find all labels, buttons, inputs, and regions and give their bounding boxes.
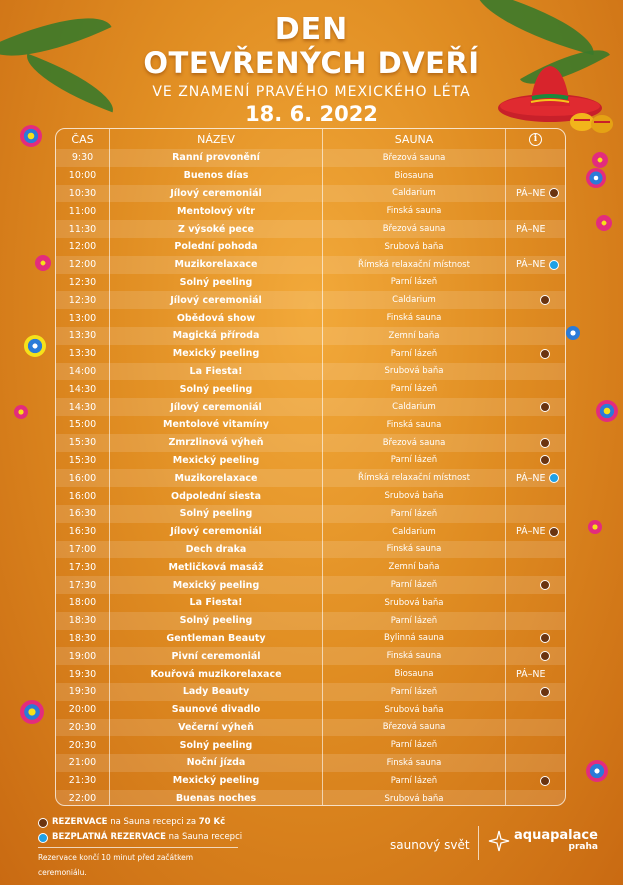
row-time: 21:00 (56, 754, 110, 772)
row-sauna: Březová sauna (323, 149, 506, 167)
row-info (506, 185, 565, 203)
row-time: 22:00 (56, 790, 110, 806)
table-row (56, 683, 565, 701)
table-header (56, 129, 565, 149)
row-sauna: Srubová baňa (323, 363, 506, 381)
row-days-note: PÁ–NE (516, 668, 546, 680)
row-time: 17:30 (56, 576, 110, 594)
row-sauna: Biosauna (323, 665, 506, 683)
row-info (506, 398, 565, 416)
row-info (506, 487, 565, 505)
table-row (56, 647, 565, 665)
table-row (56, 558, 565, 576)
row-time: 19:30 (56, 683, 110, 701)
table-row (56, 291, 565, 309)
row-time: 16:00 (56, 487, 110, 505)
row-name: Solný peeling (110, 274, 323, 292)
row-name: Muzikorelaxace (110, 469, 323, 487)
table-row (56, 434, 565, 452)
table-row (56, 612, 565, 630)
legend-item-free (38, 830, 242, 845)
brand-city: praha (568, 842, 598, 852)
flower-decoration (20, 700, 44, 724)
row-sauna: Březová sauna (323, 719, 506, 737)
row-info (506, 594, 565, 612)
row-name: Obědová show (110, 309, 323, 327)
table-row (56, 790, 565, 806)
row-info (506, 541, 565, 559)
row-name: Jílový ceremoniál (110, 398, 323, 416)
row-info (506, 238, 565, 256)
row-name: Zmrzlinová výheň (110, 434, 323, 452)
row-info (506, 363, 565, 381)
row-name: Polední pohoda (110, 238, 323, 256)
row-name: Mexický peeling (110, 576, 323, 594)
row-sauna: Zemní baňa (323, 558, 506, 576)
row-info (506, 736, 565, 754)
row-info (506, 452, 565, 470)
paid-reservation-icon (540, 455, 550, 465)
free-reservation-icon (38, 833, 48, 843)
row-time: 18:00 (56, 594, 110, 612)
row-sauna: Římská relaxační místnost (323, 469, 506, 487)
row-name: Mentolový vítr (110, 202, 323, 220)
row-sauna: Březová sauna (323, 220, 506, 238)
paid-reservation-icon (540, 776, 550, 786)
free-reservation-icon (549, 260, 559, 270)
row-time: 16:00 (56, 469, 110, 487)
row-info (506, 220, 565, 238)
paid-reservation-icon (38, 818, 48, 828)
row-info (506, 434, 565, 452)
paid-reservation-icon (540, 651, 550, 661)
table-row (56, 630, 565, 648)
row-days-note: PÁ–NE (516, 187, 546, 199)
row-sauna: Parní lázeň (323, 683, 506, 701)
row-name: Saunové divadlo (110, 701, 323, 719)
row-name: La Fiesta! (110, 594, 323, 612)
row-info (506, 665, 565, 683)
free-reservation-icon (549, 473, 559, 483)
row-sauna: Caldarium (323, 185, 506, 203)
row-time: 14:30 (56, 380, 110, 398)
legend-free-text: BEZPLATNÁ REZERVACE na Sauna recepci (52, 832, 243, 842)
row-info (506, 202, 565, 220)
table-row (56, 363, 565, 381)
column-header-info (506, 129, 565, 149)
star-logo-icon (488, 830, 510, 852)
row-name: Magická příroda (110, 327, 323, 345)
flower-decoration (588, 520, 602, 534)
row-time: 10:30 (56, 185, 110, 203)
row-time: 17:00 (56, 541, 110, 559)
column-header-time: ČAS (56, 129, 110, 149)
table-row (56, 256, 565, 274)
row-info (506, 256, 565, 274)
row-time: 14:30 (56, 398, 110, 416)
row-sauna: Bylinná sauna (323, 630, 506, 648)
row-info (506, 309, 565, 327)
table-row (56, 202, 565, 220)
table-row (56, 719, 565, 737)
flower-decoration (14, 405, 28, 419)
row-sauna: Finská sauna (323, 541, 506, 559)
row-time: 13:30 (56, 327, 110, 345)
table-row (56, 736, 565, 754)
column-header-sauna: SAUNA (323, 129, 506, 149)
table-row (56, 149, 565, 167)
row-info (506, 523, 565, 541)
row-sauna: Parní lázeň (323, 345, 506, 363)
row-sauna: Srubová baňa (323, 701, 506, 719)
row-name: La Fiesta! (110, 363, 323, 381)
row-sauna: Parní lázeň (323, 452, 506, 470)
row-sauna: Parní lázeň (323, 612, 506, 630)
paid-reservation-icon (540, 687, 550, 697)
paid-reservation-icon (540, 295, 550, 305)
row-sauna: Srubová baňa (323, 594, 506, 612)
flower-decoration (586, 760, 608, 782)
row-info (506, 274, 565, 292)
row-name: Metličková masáž (110, 558, 323, 576)
row-info (506, 327, 565, 345)
table-row (56, 309, 565, 327)
table-row (56, 167, 565, 185)
aquapalace-logo (488, 830, 598, 852)
row-sauna: Finská sauna (323, 754, 506, 772)
row-info (506, 683, 565, 701)
row-info (506, 416, 565, 434)
row-sauna: Parní lázeň (323, 772, 506, 790)
row-time: 11:00 (56, 202, 110, 220)
table-row (56, 380, 565, 398)
paid-reservation-icon (540, 402, 550, 412)
row-sauna: Srubová baňa (323, 790, 506, 806)
row-time: 16:30 (56, 505, 110, 523)
row-time: 15:30 (56, 434, 110, 452)
page-subtitle: VE ZNAMENÍ PRAVÉHO MEXICKÉHO LÉTA (152, 84, 471, 100)
row-sauna: Biosauna (323, 167, 506, 185)
table-row (56, 327, 565, 345)
row-time: 13:30 (56, 345, 110, 363)
row-name: Gentleman Beauty (110, 630, 323, 648)
flower-decoration (20, 125, 42, 147)
row-name: Jílový ceremoniál (110, 185, 323, 203)
row-info (506, 754, 565, 772)
row-info (506, 576, 565, 594)
row-info (506, 647, 565, 665)
info-icon: i (529, 133, 542, 146)
row-time: 9:30 (56, 149, 110, 167)
flower-decoration (566, 326, 580, 340)
table-row (56, 345, 565, 363)
row-time: 17:30 (56, 558, 110, 576)
row-sauna: Caldarium (323, 523, 506, 541)
table-row (56, 185, 565, 203)
row-sauna: Finská sauna (323, 416, 506, 434)
row-info (506, 380, 565, 398)
row-name: Muzikorelaxace (110, 256, 323, 274)
row-info (506, 149, 565, 167)
table-row (56, 772, 565, 790)
row-info (506, 630, 565, 648)
table-row (56, 452, 565, 470)
row-info (506, 345, 565, 363)
row-time: 12:30 (56, 274, 110, 292)
row-time: 15:00 (56, 416, 110, 434)
row-time: 12:00 (56, 238, 110, 256)
row-time: 11:30 (56, 220, 110, 238)
brand-divider (478, 826, 479, 860)
row-time: 20:30 (56, 719, 110, 737)
table-body (56, 149, 565, 806)
row-sauna: Parní lázeň (323, 274, 506, 292)
page-title-line2: OTEVŘENÝCH DVEŘÍ (143, 46, 480, 80)
flower-decoration (592, 152, 608, 168)
row-time: 18:30 (56, 612, 110, 630)
row-days-note: PÁ–NE (516, 259, 546, 271)
row-sauna: Římská relaxační místnost (323, 256, 506, 274)
row-days-note: PÁ–NE (516, 223, 546, 235)
row-time: 19:30 (56, 665, 110, 683)
row-name: Buenos días (110, 167, 323, 185)
table-row (56, 754, 565, 772)
flower-decoration (596, 400, 618, 422)
table-row (56, 220, 565, 238)
row-name: Dech draka (110, 541, 323, 559)
row-info (506, 772, 565, 790)
table-row (56, 541, 565, 559)
row-time: 20:30 (56, 736, 110, 754)
row-info (506, 167, 565, 185)
row-sauna: Finská sauna (323, 647, 506, 665)
row-time: 15:30 (56, 452, 110, 470)
flower-decoration (596, 215, 612, 231)
legend (38, 815, 242, 880)
row-time: 14:00 (56, 363, 110, 381)
table-row (56, 238, 565, 256)
row-time: 13:00 (56, 309, 110, 327)
row-name: Večerní výheň (110, 719, 323, 737)
row-info (506, 719, 565, 737)
row-name: Z výsoké pece (110, 220, 323, 238)
row-sauna: Parní lázeň (323, 576, 506, 594)
paid-reservation-icon (540, 633, 550, 643)
table-row (56, 523, 565, 541)
table-row (56, 594, 565, 612)
row-name: Jílový ceremoniál (110, 523, 323, 541)
row-name: Noční jízda (110, 754, 323, 772)
row-name: Kouřová muzikorelaxace (110, 665, 323, 683)
table-row (56, 576, 565, 594)
table-row (56, 274, 565, 292)
row-sauna: Zemní baňa (323, 327, 506, 345)
row-name: Mexický peeling (110, 452, 323, 470)
row-sauna: Finská sauna (323, 309, 506, 327)
legend-note: Rezervace končí 10 minut před začátkem ceremoniálu. (38, 847, 238, 880)
table-row (56, 416, 565, 434)
row-name: Mentolové vitamíny (110, 416, 323, 434)
row-name: Odpolední siesta (110, 487, 323, 505)
row-info (506, 505, 565, 523)
row-sauna: Srubová baňa (323, 238, 506, 256)
row-info (506, 701, 565, 719)
row-time: 12:30 (56, 291, 110, 309)
row-sauna: Srubová baňa (323, 487, 506, 505)
row-name: Solný peeling (110, 505, 323, 523)
paid-reservation-icon (540, 438, 550, 448)
row-info (506, 558, 565, 576)
flower-decoration (35, 255, 51, 271)
row-name: Solný peeling (110, 612, 323, 630)
table-row (56, 701, 565, 719)
row-sauna: Caldarium (323, 398, 506, 416)
table-row (56, 469, 565, 487)
column-header-name: NÁZEV (110, 129, 323, 149)
flower-decoration (586, 168, 606, 188)
row-sauna: Parní lázeň (323, 505, 506, 523)
row-time: 18:30 (56, 630, 110, 648)
row-sauna: Parní lázeň (323, 380, 506, 398)
brand-sauna-world: saunový svět (390, 838, 470, 852)
row-days-note: PÁ–NE (516, 472, 546, 484)
row-name: Solný peeling (110, 736, 323, 754)
row-sauna: Březová sauna (323, 434, 506, 452)
row-info (506, 612, 565, 630)
table-row (56, 487, 565, 505)
table-row (56, 505, 565, 523)
row-info (506, 291, 565, 309)
row-time: 10:00 (56, 167, 110, 185)
row-sauna: Parní lázeň (323, 736, 506, 754)
row-name: Buenas noches (110, 790, 323, 806)
row-name: Mexický peeling (110, 772, 323, 790)
table-row (56, 398, 565, 416)
page-title-line1: DEN (274, 12, 349, 47)
row-sauna: Caldarium (323, 291, 506, 309)
paid-reservation-icon (549, 527, 559, 537)
paid-reservation-icon (540, 580, 550, 590)
row-name: Pivní ceremoniál (110, 647, 323, 665)
legend-item-paid (38, 815, 242, 830)
row-time: 19:00 (56, 647, 110, 665)
row-name: Ranní provonění (110, 149, 323, 167)
row-days-note: PÁ–NE (516, 526, 546, 538)
legend-paid-text: REZERVACE na Sauna recepci za 70 Kč (52, 817, 226, 827)
row-name: Solný peeling (110, 380, 323, 398)
flower-decoration (24, 335, 46, 357)
row-sauna: Finská sauna (323, 202, 506, 220)
row-name: Jílový ceremoniál (110, 291, 323, 309)
table-row (56, 665, 565, 683)
row-name: Mexický peeling (110, 345, 323, 363)
brand-name: aquapalace (514, 828, 598, 843)
schedule-table (55, 128, 566, 806)
row-time: 20:00 (56, 701, 110, 719)
row-time: 16:30 (56, 523, 110, 541)
event-date: 18. 6. 2022 (245, 102, 378, 126)
row-info (506, 790, 565, 806)
row-name: Lady Beauty (110, 683, 323, 701)
row-info (506, 469, 565, 487)
row-time: 12:00 (56, 256, 110, 274)
row-time: 21:30 (56, 772, 110, 790)
paid-reservation-icon (540, 349, 550, 359)
paid-reservation-icon (549, 188, 559, 198)
